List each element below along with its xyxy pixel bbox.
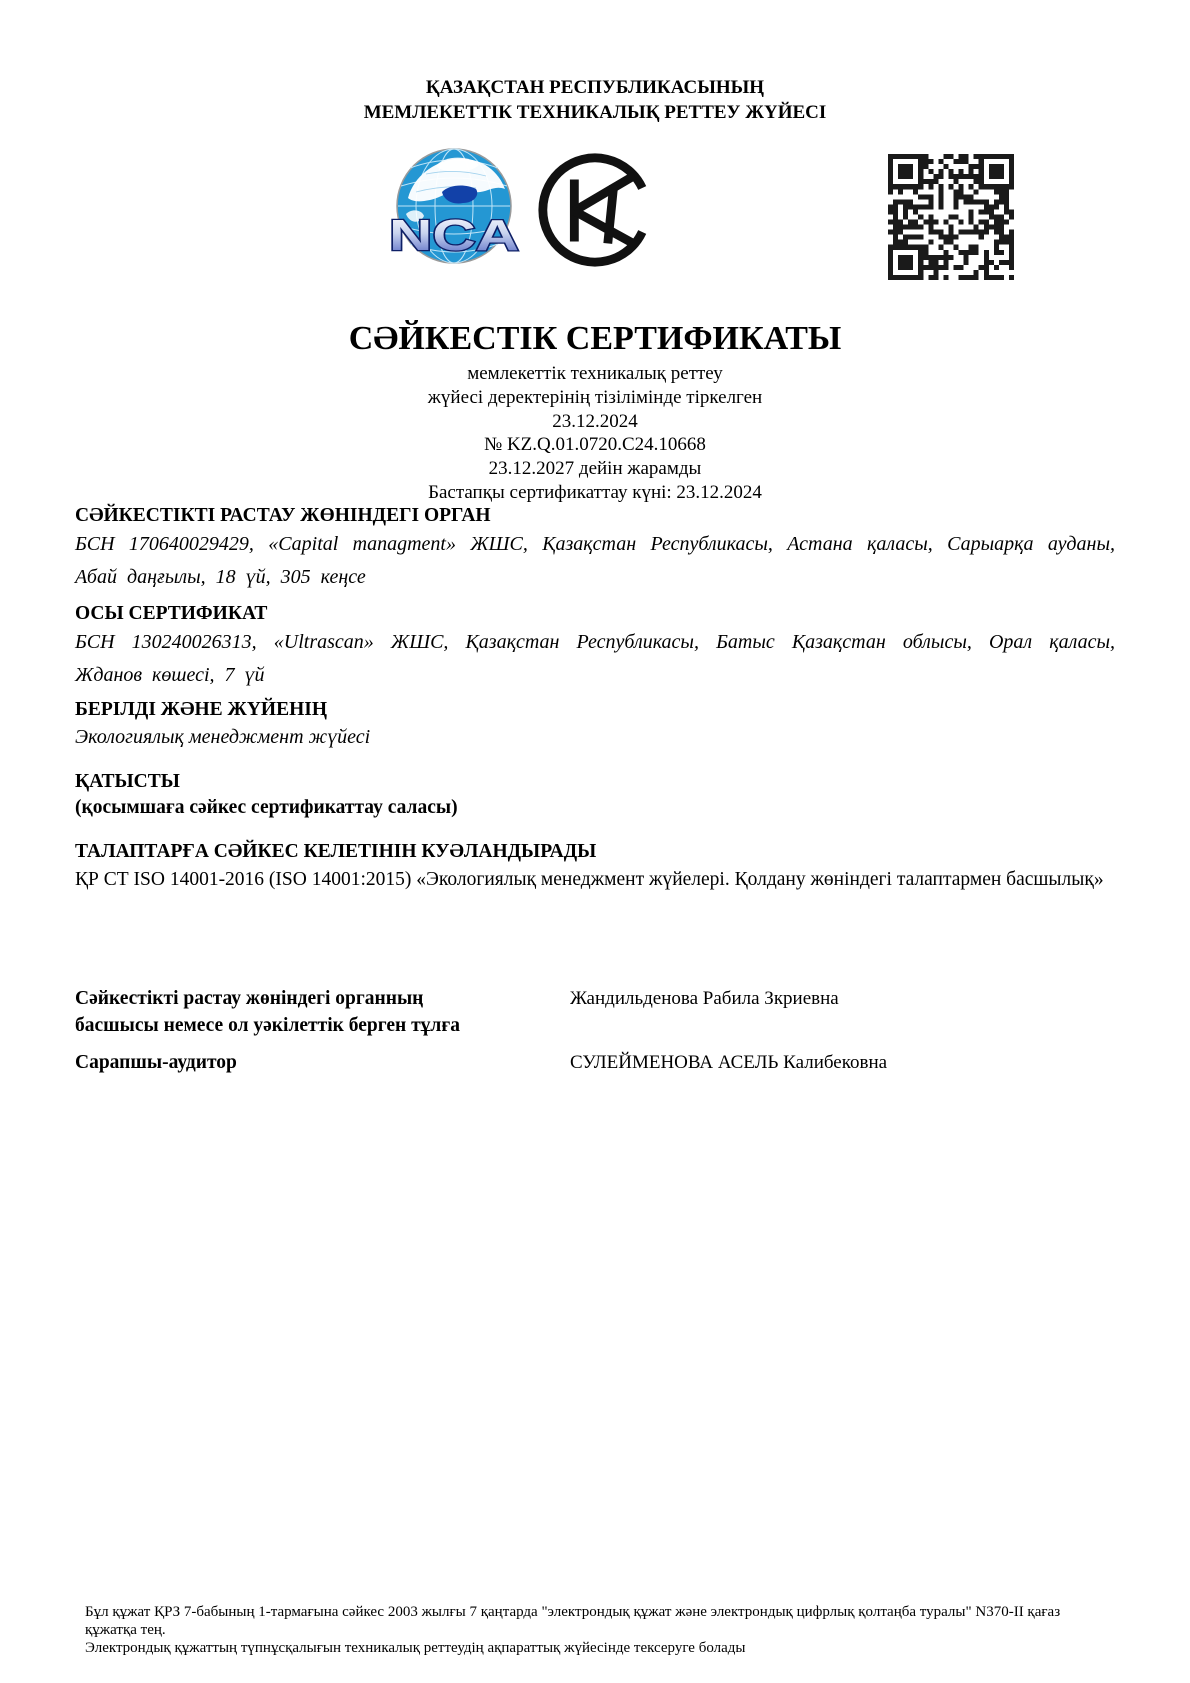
state-system-header <box>0 75 1190 125</box>
auditor-role-label: Сарапшы-аудитор <box>75 1052 237 1073</box>
certification-body-address: БСН 170640029429, «Capital managment» ЖШС, Қазақстан Республикасы, Астана қаласы, Сарыарқа ауданы, Абай даңғылы, 18 үй, 305 кеңсе <box>75 533 1115 588</box>
footer-verification-text: Электрондық құжаттың түпнұсқалығын техникалық реттеудің ақпараттық жүйесінде тексеруге болады <box>85 1640 746 1656</box>
certificate-holder-heading: ОСЫ СЕРТИФИКАТ <box>75 603 268 624</box>
scope-heading: ҚАТЫСТЫ <box>75 771 180 792</box>
qr-code-icon <box>888 154 1014 280</box>
certificate-number: № KZ.Q.01.0720.C24.10668 <box>484 434 706 456</box>
registration-block <box>0 362 1190 505</box>
standard-reference: ҚР СТ ISO 14001-2016 (ISO 14001:2015) «Экологиялық менеджмент жүйелері. Қолдану жөніндегі талаптармен басшылық» <box>75 869 1104 890</box>
head-name: Жандильденова Рабила Зкриевна <box>570 988 839 1009</box>
issued-system-heading: БЕРІЛДІ ЖӘНЕ ЖҮЙЕНІҢ <box>75 699 328 720</box>
head-role-line-1: Сәйкестікті растау жөніндегі органның <box>75 988 424 1009</box>
registration-date: 23.12.2024 <box>552 410 638 432</box>
initial-certification-date: Бастапқы сертификаттау күні: 23.12.2024 <box>428 481 762 503</box>
header-line-2: МЕМЛЕКЕТТІК ТЕХНИКАЛЫҚ РЕТТЕУ ЖҮЙЕСІ <box>363 102 827 123</box>
valid-until: 23.12.2027 дейін жарамды <box>488 458 702 480</box>
footer-legal-text: Бұл құжат ҚРЗ 7-бабының 1-тармағына сәйкес 2003 жылғы 7 қаңтарда "электрондық құжат және электрондық цифрлық қолтаңба туралы" N370-II қағаз құжатқа тең. <box>85 1604 1061 1638</box>
management-system-name: Экологиялық менеджмент жүйесі <box>75 726 371 748</box>
auditor-name: СУЛЕЙМЕНОВА АСЕЛЬ Калибековна <box>570 1052 888 1073</box>
registered-line-1: мемлекеттік техникалық реттеу <box>467 363 723 384</box>
auditor-signature-row <box>75 1049 1115 1076</box>
standard-heading: ТАЛАПТАРҒА СӘЙКЕС КЕЛЕТІНІН КУӘЛАНДЫРАДЫ <box>75 841 597 862</box>
certification-body-heading: СӘЙКЕСТІКТІ РАСТАУ ЖӨНІНДЕГІ ОРГАН <box>75 505 491 526</box>
header-line-1: ҚАЗАҚСТАН РЕСПУБЛИКАСЫНЫҢ <box>425 77 765 98</box>
head-signature-row <box>75 985 1115 1039</box>
head-role-label <box>75 985 570 1039</box>
certificate-holder-address: БСН 130240026313, «Ultrascan» ЖШС, Қазақстан Республикасы, Батыс Қазақстан облысы, Орал қаласы, Жданов көшесі, 7 үй <box>75 631 1115 686</box>
legal-footer <box>85 1603 1100 1657</box>
scope-note: (қосымшаға сәйкес сертификаттау саласы) <box>75 797 458 818</box>
nca-globe-logo-icon <box>386 144 522 276</box>
nca-logo-text: NCA <box>389 211 519 260</box>
head-role-line-2: басшысы немесе ол уәкілеттік берген тұлға <box>75 1015 460 1036</box>
registered-line-2: жүйесі деректерінің тізілімінде тіркелген <box>427 386 763 408</box>
certificate-title: СӘЙКЕСТІК СЕРТИФИКАТЫ <box>348 320 842 357</box>
kt-conformity-mark-icon <box>535 148 655 272</box>
